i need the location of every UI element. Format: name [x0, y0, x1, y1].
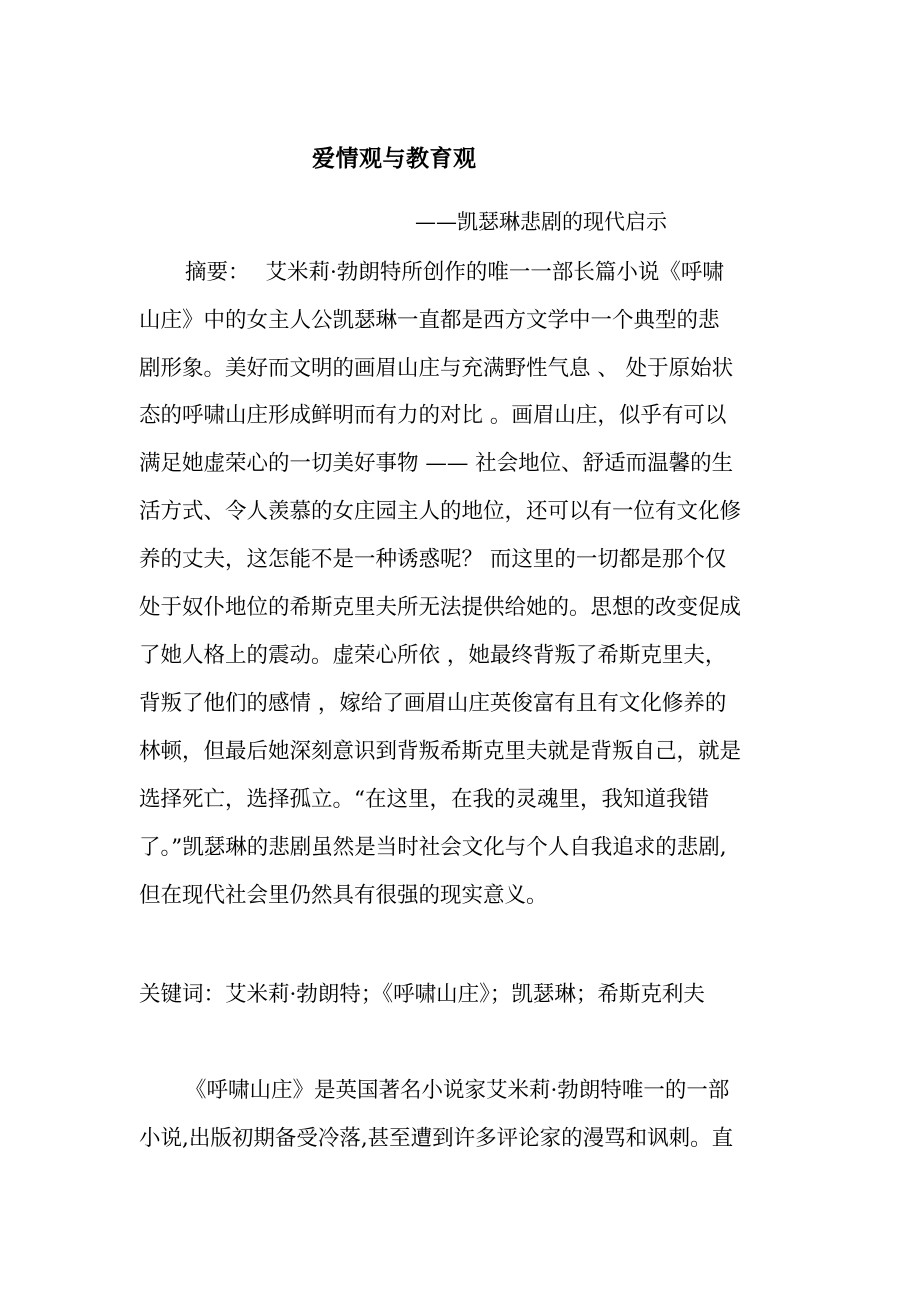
abstract-first-line [185, 258, 724, 288]
document-title: 爱情观与教育观 [312, 146, 477, 172]
abstract-line: 选择死亡，选择孤立。“在这里，在我的灵魂里，我知道我错 [139, 787, 709, 812]
abstract-line: 养的丈夫，这怎能不是一种诱惑呢？ 而这里的一切都是那个仅 [139, 547, 727, 572]
body-line: 《呼啸山庄》是英国著名小说家艾米莉·勃朗特唯一的一部 [185, 1078, 730, 1103]
abstract-line: 但在现代社会里仍然具有很强的现实意义。 [139, 883, 548, 908]
abstract-line: 艾米莉·勃朗特所创作的唯一一部长篇小说《呼啸 [265, 260, 724, 285]
document-subtitle: ——凯瑟琳悲剧的现代启示 [415, 210, 667, 234]
abstract-line: 满足她虚荣心的一切美好事物 —— 社会地位、舒适而温馨的生 [139, 451, 734, 476]
abstract-line: 了她人格上的震动。虚荣心所依 ，她最终背叛了希斯克里夫， [139, 643, 727, 668]
keywords-line: 关键词：艾米莉·勃朗特；《呼啸山庄》；凯瑟琳；希斯克利夫 [139, 982, 705, 1007]
abstract-line: 林顿，但最后她深刻意识到背叛希斯克里夫就是背叛自己，就是 [139, 739, 742, 764]
abstract-line: 剧形象。美好而文明的画眉山庄与充满野性气息 、 处于原始状 [139, 356, 734, 381]
abstract-label: 摘要： [185, 260, 250, 285]
abstract-line: 处于奴仆地位的希斯克里夫所无法提供给她的。思想的改变促成 [139, 595, 742, 620]
abstract-line: 背叛了他们的感情 ，嫁给了画眉山庄英俊富有且有文化修养的 [139, 691, 727, 716]
abstract-line: 山庄》中的女主人公凯瑟琳一直都是西方文学中一个典型的悲 [139, 308, 720, 333]
body-line: 小说,出版初期备受冷落,甚至遭到许多评论家的漫骂和讽刺。直 [139, 1126, 734, 1151]
abstract-line: 活方式、令人羡慕的女庄园主人的地位，还可以有一位有文化修 [139, 499, 742, 524]
abstract-line: 了。”凯瑟琳的悲剧虽然是当时社会文化与个人自我追求的悲剧, [139, 835, 727, 860]
abstract-line: 态的呼啸山庄形成鲜明而有力的对比 。画眉山庄，似乎有可以 [139, 403, 727, 428]
